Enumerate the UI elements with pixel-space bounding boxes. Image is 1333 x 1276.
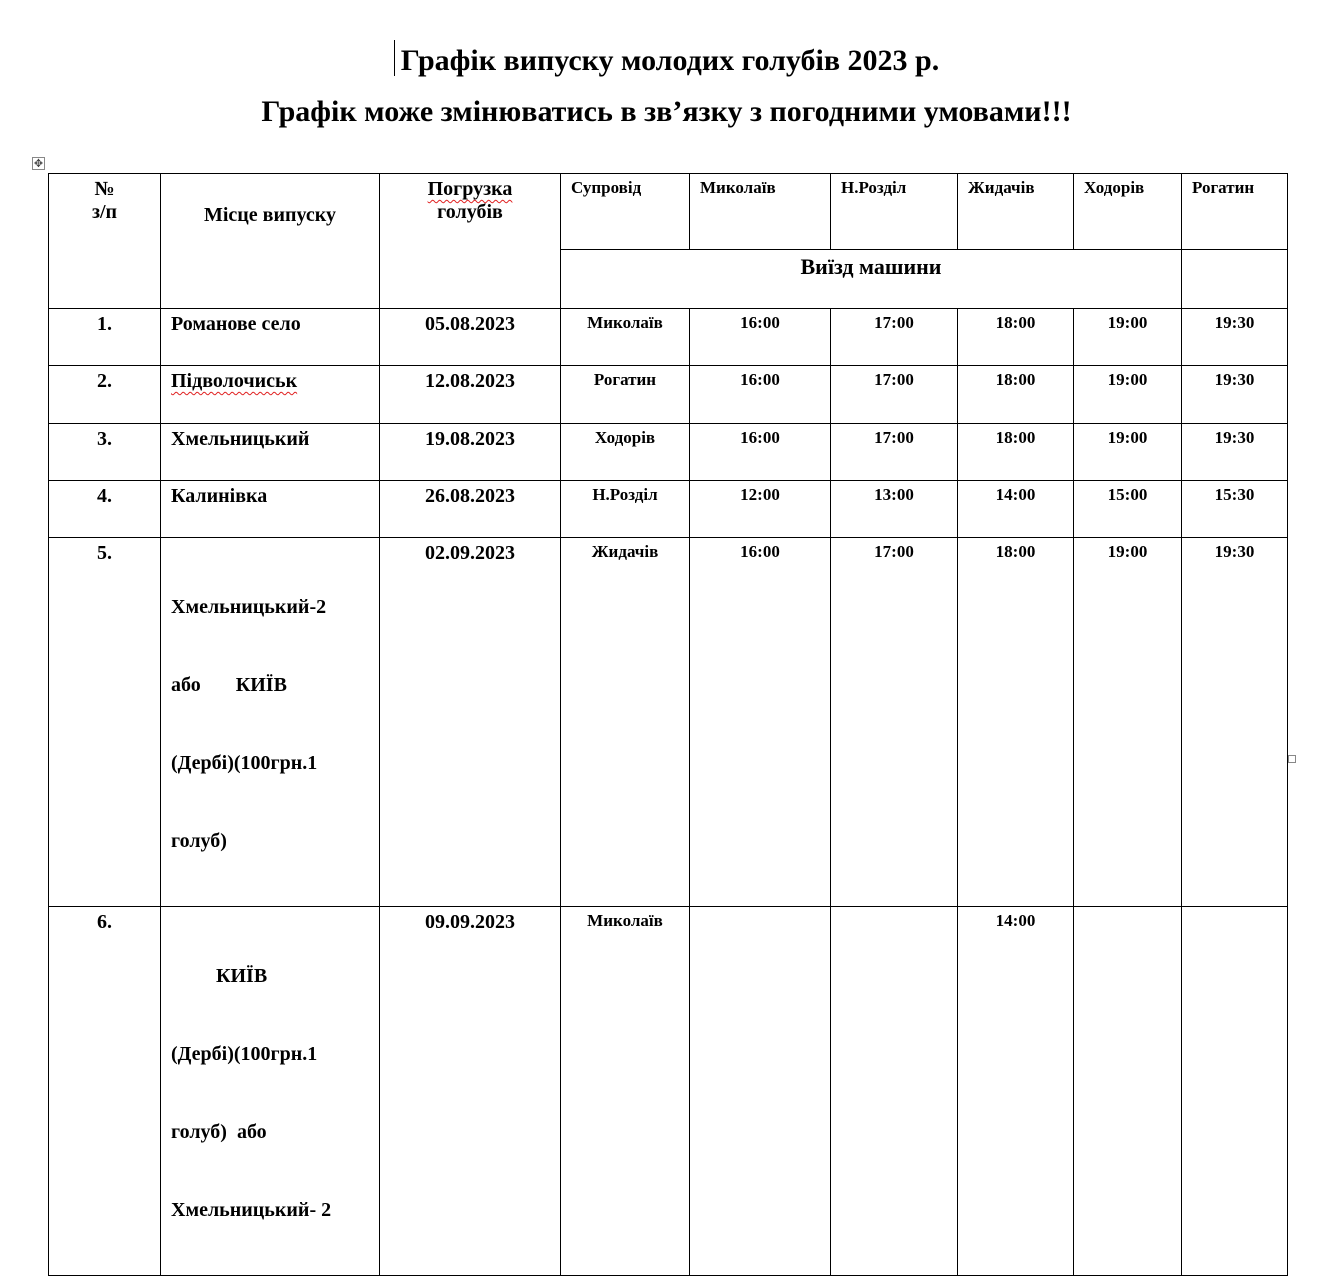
row-escort: Миколаїв xyxy=(561,907,690,1276)
row-place-line: голуб) xyxy=(171,830,227,852)
row-num: 3. xyxy=(49,424,161,481)
row-num: 1. xyxy=(49,309,161,366)
row-place: Хмельницький xyxy=(161,424,380,481)
row-time: 19:30 xyxy=(1182,538,1288,907)
header-loading-line1: Погрузка xyxy=(427,178,513,200)
table-resize-handle[interactable] xyxy=(1288,755,1296,763)
header-city: Рогатин xyxy=(1182,174,1288,250)
row-time: 12:00 xyxy=(690,481,831,538)
row-time: 19:00 xyxy=(1074,538,1182,907)
row-num: 5. xyxy=(49,538,161,907)
schedule-table xyxy=(48,173,1288,1276)
row-escort: Н.Розділ xyxy=(561,481,690,538)
row-num: 4. xyxy=(49,481,161,538)
row-place-line: голуб) або xyxy=(171,1121,267,1143)
header-escort: Супровід xyxy=(561,174,690,250)
row-time: 15:00 xyxy=(1074,481,1182,538)
table-move-handle-icon[interactable]: ✥ xyxy=(33,157,44,170)
row-time: 18:00 xyxy=(958,424,1074,481)
row-date: 19.08.2023 xyxy=(380,424,561,481)
row-time: 13:00 xyxy=(831,481,958,538)
row-place-line: (Дербі)(100грн.1 xyxy=(171,752,318,774)
row-time xyxy=(1182,907,1288,1276)
row-time: 16:00 xyxy=(690,424,831,481)
header-num-line1: № xyxy=(94,178,115,200)
header-city: Жидачів xyxy=(958,174,1074,250)
row-time: 17:00 xyxy=(831,366,958,424)
row-place xyxy=(161,538,380,907)
header-city: Н.Розділ xyxy=(831,174,958,250)
row-time: 18:00 xyxy=(958,309,1074,366)
row-time: 19:00 xyxy=(1074,366,1182,424)
header-num xyxy=(49,174,161,309)
page-title xyxy=(0,40,1333,78)
header-empty-cell xyxy=(1182,250,1288,309)
row-time: 19:00 xyxy=(1074,309,1182,366)
row-num: 2. xyxy=(49,366,161,424)
row-place-line: КИЇВ xyxy=(171,965,268,987)
row-time: 18:00 xyxy=(958,538,1074,907)
header-loading-line2: голубів xyxy=(437,201,503,223)
row-time: 19:00 xyxy=(1074,424,1182,481)
row-time xyxy=(831,907,958,1276)
row-time xyxy=(690,907,831,1276)
table-row xyxy=(49,309,1288,366)
row-place-text: Підволочиськ xyxy=(171,370,298,392)
row-date: 05.08.2023 xyxy=(380,309,561,366)
row-time: 19:30 xyxy=(1182,366,1288,424)
row-place-line: Хмельницький-2 xyxy=(171,596,327,618)
row-time xyxy=(1074,907,1182,1276)
row-place-line: або КИЇВ xyxy=(171,674,287,696)
table-row xyxy=(49,424,1288,481)
row-time: 17:00 xyxy=(831,424,958,481)
header-city: Миколаїв xyxy=(690,174,831,250)
row-escort: Ходорів xyxy=(561,424,690,481)
row-place: Романове село xyxy=(161,309,380,366)
row-time: 18:00 xyxy=(958,366,1074,424)
row-place xyxy=(161,366,380,424)
row-time: 15:30 xyxy=(1182,481,1288,538)
row-time: 14:00 xyxy=(958,481,1074,538)
header-departure: Виїзд машини xyxy=(561,250,1182,309)
row-time: 19:30 xyxy=(1182,309,1288,366)
table-row xyxy=(49,366,1288,424)
header-row xyxy=(49,174,1288,250)
row-date: 02.09.2023 xyxy=(380,538,561,907)
page-subtitle: Графік може змінюватись в зв’язку з погодними умовами!!! xyxy=(261,95,1072,128)
row-date: 26.08.2023 xyxy=(380,481,561,538)
header-city: Ходорів xyxy=(1074,174,1182,250)
row-date: 12.08.2023 xyxy=(380,366,561,424)
table-row xyxy=(49,481,1288,538)
header-num-line2: з/п xyxy=(91,201,118,223)
row-escort: Жидачів xyxy=(561,538,690,907)
title-text: Графік випуску молодих голубів 2023 р. xyxy=(400,44,940,77)
row-time: 17:00 xyxy=(831,538,958,907)
row-time: 14:00 xyxy=(958,907,1074,1276)
header-place: Місце випуску xyxy=(161,174,380,309)
row-place: Калинівка xyxy=(161,481,380,538)
row-time: 17:00 xyxy=(831,309,958,366)
table-row xyxy=(49,538,1288,907)
row-time: 16:00 xyxy=(690,538,831,907)
row-time: 16:00 xyxy=(690,366,831,424)
row-escort: Рогатин xyxy=(561,366,690,424)
row-num: 6. xyxy=(49,907,161,1276)
row-place-line: Хмельницький- 2 xyxy=(171,1199,332,1221)
row-place-line: (Дербі)(100грн.1 xyxy=(171,1043,318,1065)
row-time: 19:30 xyxy=(1182,424,1288,481)
row-time: 16:00 xyxy=(690,309,831,366)
table-row xyxy=(49,907,1288,1276)
text-cursor xyxy=(394,40,395,76)
row-place xyxy=(161,907,380,1276)
row-escort: Миколаїв xyxy=(561,309,690,366)
row-date: 09.09.2023 xyxy=(380,907,561,1276)
header-loading xyxy=(380,174,561,309)
